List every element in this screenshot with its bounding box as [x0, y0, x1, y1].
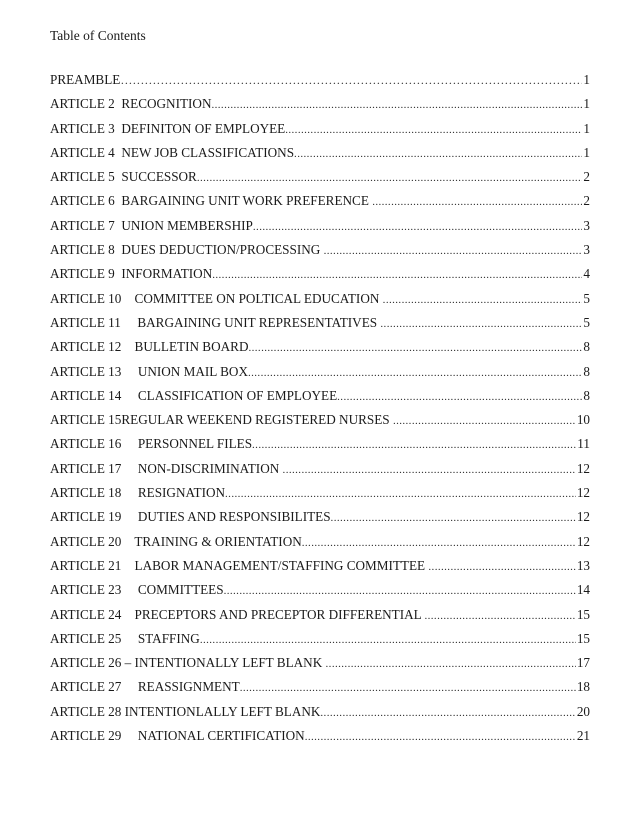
toc-entry-page: 11: [577, 436, 590, 452]
toc-entry: [50, 728, 590, 752]
toc-entry-title: ARTICLE 12 BULLETIN BOARD: [50, 339, 249, 355]
toc-entry-title: ARTICLE 13 UNION MAIL BOX: [50, 363, 248, 379]
toc-entry-page: 12: [576, 460, 590, 476]
page-title: Table of Contents: [50, 28, 146, 43]
toc-entry: [50, 145, 590, 169]
toc-entry-page: 20: [576, 703, 590, 719]
toc-entry-page: 1: [583, 144, 590, 160]
table-of-contents: [50, 72, 590, 752]
toc-entry: [50, 412, 590, 436]
toc-entry-title: ARTICLE 25 STAFFING: [50, 630, 200, 646]
toc-dot-leader: [302, 535, 576, 551]
toc-entry-title: ARTICLE 2 RECOGNITION: [50, 96, 212, 112]
toc-dot-leader: [320, 705, 575, 721]
toc-entry-title: ARTICLE 29 NATIONAL CERTIFICATION: [50, 728, 305, 744]
toc-entry-page: 2: [583, 193, 590, 209]
toc-dot-leader: [393, 413, 576, 429]
toc-entry-page: 17: [576, 655, 590, 671]
toc-entry: [50, 679, 590, 703]
toc-entry: [50, 461, 590, 485]
toc-dot-leader: [253, 219, 583, 235]
toc-entry-page: 5: [583, 290, 590, 306]
toc-entry-title: ARTICLE 7 UNION MEMBERSHIP: [50, 217, 253, 233]
toc-entry: [50, 509, 590, 533]
toc-entry: [50, 364, 590, 388]
toc-entry: [50, 534, 590, 558]
toc-entry-page: 8: [583, 363, 590, 379]
toc-entry-title: ARTICLE 15REGULAR WEEKEND REGISTERED NURSES: [50, 412, 393, 428]
toc-dot-leader: [380, 316, 582, 332]
toc-entry-page: 18: [576, 679, 590, 695]
toc-entry-title: ARTICLE 11 BARGAINING UNIT REPRESENTATIVES: [50, 314, 381, 330]
toc-dot-leader: [424, 608, 575, 624]
toc-dot-leader: [211, 97, 582, 113]
toc-dot-leader: [248, 340, 582, 356]
toc-entry: [50, 582, 590, 606]
toc-entry-page: 13: [576, 557, 590, 573]
toc-entry: [50, 388, 590, 412]
toc-entry: [50, 169, 590, 193]
toc-entry-title: ARTICLE 28 INTENTIONLALLY LEFT BLANK: [50, 703, 321, 719]
toc-entry-title: ARTICLE 17 NON-DISCRIMINATION: [50, 460, 283, 476]
toc-entry-title: ARTICLE 27 REASSIGNMENT: [50, 679, 240, 695]
toc-entry-page: 10: [576, 412, 590, 428]
toc-entry: [50, 193, 590, 217]
toc-entry-page: 1: [583, 72, 590, 87]
toc-dot-leader: [225, 486, 576, 502]
toc-entry-page: 12: [576, 533, 590, 549]
toc-dot-leader: [248, 365, 582, 381]
toc-dot-leader: [305, 729, 576, 745]
toc-dot-leader: [252, 437, 576, 453]
toc-entry-page: 14: [576, 582, 590, 598]
toc-dot-leader: [224, 583, 576, 599]
toc-entry-page: 5: [583, 314, 590, 330]
toc-entry: [50, 242, 590, 266]
toc-entry: [50, 436, 590, 460]
toc-entry: [50, 558, 590, 582]
toc-entry-title: ARTICLE 5 SUCCESSOR: [50, 169, 197, 185]
toc-entry-page: 8: [583, 339, 590, 355]
toc-entry-page: 2: [583, 169, 590, 185]
toc-entry: [50, 121, 590, 145]
toc-entry-title: ARTICLE 14 CLASSIFICATION OF EMPLOYEE: [50, 387, 338, 403]
toc-dot-leader: [428, 559, 575, 575]
toc-entry-title: ARTICLE 10 COMMITTEE ON POLTICAL EDUCATION: [50, 290, 383, 306]
toc-entry-title: ARTICLE 23 COMMITTEES: [50, 582, 224, 598]
toc-entry: [50, 704, 590, 728]
toc-entry-page: 12: [576, 485, 590, 501]
toc-dot-leader: [331, 510, 576, 526]
toc-dot-leader: [337, 389, 582, 405]
toc-entry-title: PREAMBLE: [50, 72, 121, 87]
toc-entry: [50, 291, 590, 315]
toc-dot-leader: [212, 267, 582, 283]
toc-entry-title: ARTICLE 6 BARGAINING UNIT WORK PREFERENCE: [50, 193, 373, 209]
toc-dot-leader: [200, 632, 576, 648]
toc-entry-page: 4: [583, 266, 590, 282]
toc-entry-title: ARTICLE 24 PRECEPTORS AND PRECEPTOR DIFFERENTIAL: [50, 606, 425, 622]
toc-entry-title: ARTICLE 9 INFORMATION: [50, 266, 213, 282]
toc-entry-page: 15: [576, 606, 590, 622]
toc-entry: [50, 72, 590, 96]
toc-dot-leader: [326, 656, 576, 672]
toc-entry: [50, 485, 590, 509]
toc-dot-leader: [283, 462, 576, 478]
toc-dot-leader: [240, 680, 576, 696]
toc-dot-leader: [383, 292, 583, 308]
toc-entry-title: ARTICLE 26 – INTENTIONALLY LEFT BLANK: [50, 655, 326, 671]
toc-dot-leader: [324, 243, 583, 259]
toc-entry-title: ARTICLE 21 LABOR MANAGEMENT/STAFFING COMMITTEE: [50, 557, 429, 573]
toc-entry-page: 1: [583, 120, 590, 136]
toc-entry-title: ARTICLE 19 DUTIES AND RESPONSIBILITES: [50, 509, 331, 525]
toc-entry: [50, 218, 590, 242]
toc-entry-title: ARTICLE 4 NEW JOB CLASSIFICATIONS: [50, 144, 295, 160]
toc-entry-page: 12: [576, 509, 590, 525]
toc-entry-title: ARTICLE 20 TRAINING & ORIENTATION: [50, 533, 302, 549]
toc-entry: [50, 96, 590, 120]
toc-entry-page: 3: [583, 242, 590, 258]
toc-entry-title: ARTICLE 18 RESIGNATION: [50, 485, 226, 501]
toc-entry: [50, 631, 590, 655]
toc-entry: [50, 339, 590, 363]
toc-dot-leader: [285, 122, 582, 138]
toc-dot-leader: [294, 146, 582, 162]
toc-dot-leader: [120, 72, 582, 89]
toc-entry-page: 15: [576, 630, 590, 646]
toc-entry: [50, 655, 590, 679]
toc-entry-page: 1: [583, 96, 590, 112]
toc-dot-leader: [197, 170, 583, 186]
toc-dot-leader: [372, 194, 582, 210]
toc-entry: [50, 607, 590, 631]
toc-entry: [50, 315, 590, 339]
toc-entry: [50, 266, 590, 290]
toc-entry-title: ARTICLE 3 DEFINITON OF EMPLOYEE: [50, 120, 286, 136]
toc-entry-page: 8: [583, 387, 590, 403]
toc-entry-title: ARTICLE 16 PERSONNEL FILES: [50, 436, 253, 452]
toc-entry-page: 21: [576, 728, 590, 744]
toc-entry-page: 3: [583, 217, 590, 233]
toc-entry-title: ARTICLE 8 DUES DEDUCTION/PROCESSING: [50, 242, 324, 258]
